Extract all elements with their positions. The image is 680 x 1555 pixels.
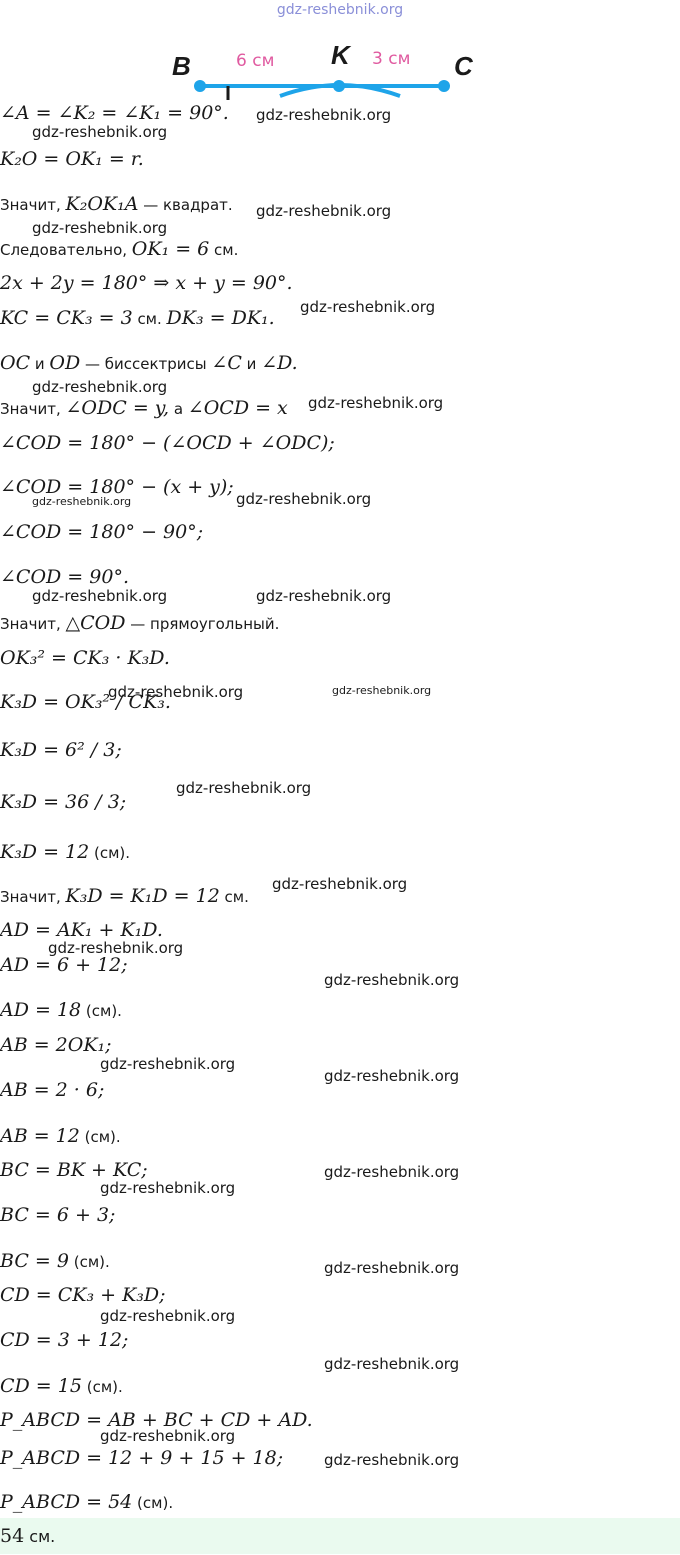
watermark: gdz-reshebnik.org: [256, 106, 392, 124]
solution-line: AD = 18 (см).: [0, 999, 122, 1021]
point-b-dot: [194, 80, 206, 92]
watermark: gdz-reshebnik.org: [48, 939, 184, 957]
solution-line: 2x + 2y = 180° ⇒ x + y = 90°.: [0, 272, 293, 294]
watermark: gdz-reshebnik.org: [324, 1451, 460, 1469]
watermark: gdz-reshebnik.org: [32, 219, 168, 237]
point-k-label: K: [331, 40, 350, 70]
solution-line: ∠COD = 180° − (x + y);: [0, 476, 234, 498]
solution-line: K₃D = 36 / 3;: [0, 791, 127, 813]
solution-line: CD = CK₃ + K₃D;: [0, 1284, 166, 1306]
kc-length-label: 3 см: [372, 49, 411, 69]
watermark: gdz-reshebnik.org: [32, 495, 132, 508]
point-c-label: C: [454, 51, 473, 81]
watermark: gdz-reshebnik.org: [272, 875, 408, 893]
solution-line: Значит, △COD — прямоугольный.: [0, 612, 280, 634]
solution-line: KC = CK₃ = 3 см. DK₃ = DK₁.: [0, 307, 275, 329]
point-k-dot: [333, 80, 345, 92]
solution-line: Значит, K₂OK₁A — квадрат.: [0, 193, 233, 215]
solution-line: BC = BK + KC;: [0, 1159, 148, 1181]
solution-line: ∠COD = 180° − 90°;: [0, 521, 204, 543]
watermark: gdz-reshebnik.org: [100, 1427, 236, 1445]
solution-line: AB = 2 · 6;: [0, 1079, 105, 1101]
solution-line: K₃D = 12 (см).: [0, 841, 131, 863]
watermark: gdz-reshebnik.org: [32, 378, 168, 396]
watermark: gdz-reshebnik.org: [324, 1259, 460, 1277]
solution-line: AB = 12 (см).: [0, 1125, 121, 1147]
watermark: gdz-reshebnik.org: [176, 779, 312, 797]
solution-line: ∠COD = 90°.: [0, 566, 129, 588]
watermark: gdz-reshebnik.org: [324, 971, 460, 989]
solution-line: AB = 2OK₁;: [0, 1034, 112, 1056]
watermark: gdz-reshebnik.org: [324, 1067, 460, 1085]
watermark: gdz-reshebnik.org: [332, 684, 432, 697]
solution-line: BC = 9 (см).: [0, 1250, 110, 1272]
watermark: gdz-reshebnik.org: [100, 1307, 236, 1325]
watermark: gdz-reshebnik.org: [236, 490, 372, 508]
bk-length-label: 6 см: [236, 51, 275, 71]
solution-line: K₃D = 6² / 3;: [0, 739, 122, 761]
watermark: gdz-reshebnik.org: [32, 587, 168, 605]
solution-line: P_ABCD = 12 + 9 + 15 + 18;: [0, 1447, 284, 1469]
solution-line: CD = 3 + 12;: [0, 1329, 129, 1351]
solution-line: ∠COD = 180° − (∠OCD + ∠ODC);: [0, 432, 335, 454]
solution-line: P_ABCD = 54 (см).: [0, 1491, 174, 1513]
answer-number: 54: [0, 1525, 25, 1547]
solution-line: ∠A = ∠K₂ = ∠K₁ = 90°.: [0, 102, 229, 124]
watermark: gdz-reshebnik.org: [308, 394, 444, 412]
solution-line: P_ABCD = AB + BC + CD + AD.: [0, 1409, 313, 1431]
solution-line: K₃D = OK₃² / CK₃.: [0, 691, 171, 713]
solution-line: K₂O = OK₁ = r.: [0, 148, 144, 170]
solution-line: CD = 15 (см).: [0, 1375, 123, 1397]
watermark: gdz-reshebnik.org: [100, 1179, 236, 1197]
segment-figure: [0, 30, 680, 100]
watermark: gdz-reshebnik.org: [32, 123, 168, 141]
solution-line: AD = 6 + 12;: [0, 954, 128, 976]
solution-line: BC = 6 + 3;: [0, 1204, 116, 1226]
solution-line: OK₃² = CK₃ · K₃D.: [0, 647, 170, 669]
solution-line: Значит, K₃D = K₁D = 12 см.: [0, 885, 249, 907]
watermark: gdz-reshebnik.org: [100, 1055, 236, 1073]
watermark: gdz-reshebnik.org: [256, 202, 392, 220]
watermark: gdz-reshebnik.org: [108, 683, 244, 701]
point-b-label: B: [172, 51, 191, 81]
solution-line: Следовательно, OK₁ = 6 см.: [0, 238, 239, 260]
answer-unit: см.: [24, 1527, 56, 1546]
solution-line: Значит, ∠ODC = y, а ∠OCD = x: [0, 397, 288, 419]
answer-bar: [0, 1518, 680, 1554]
watermark: gdz-reshebnik.org: [324, 1163, 460, 1181]
solution-line: AD = AK₁ + K₁D.: [0, 919, 163, 941]
site-watermark-top: gdz-reshebnik.org: [276, 2, 404, 18]
watermark: gdz-reshebnik.org: [300, 298, 436, 316]
solution-line: OC и OD — биссектрисы ∠C и ∠D.: [0, 352, 298, 374]
watermark: gdz-reshebnik.org: [324, 1355, 460, 1373]
point-c-dot: [438, 80, 450, 92]
watermark: gdz-reshebnik.org: [256, 587, 392, 605]
